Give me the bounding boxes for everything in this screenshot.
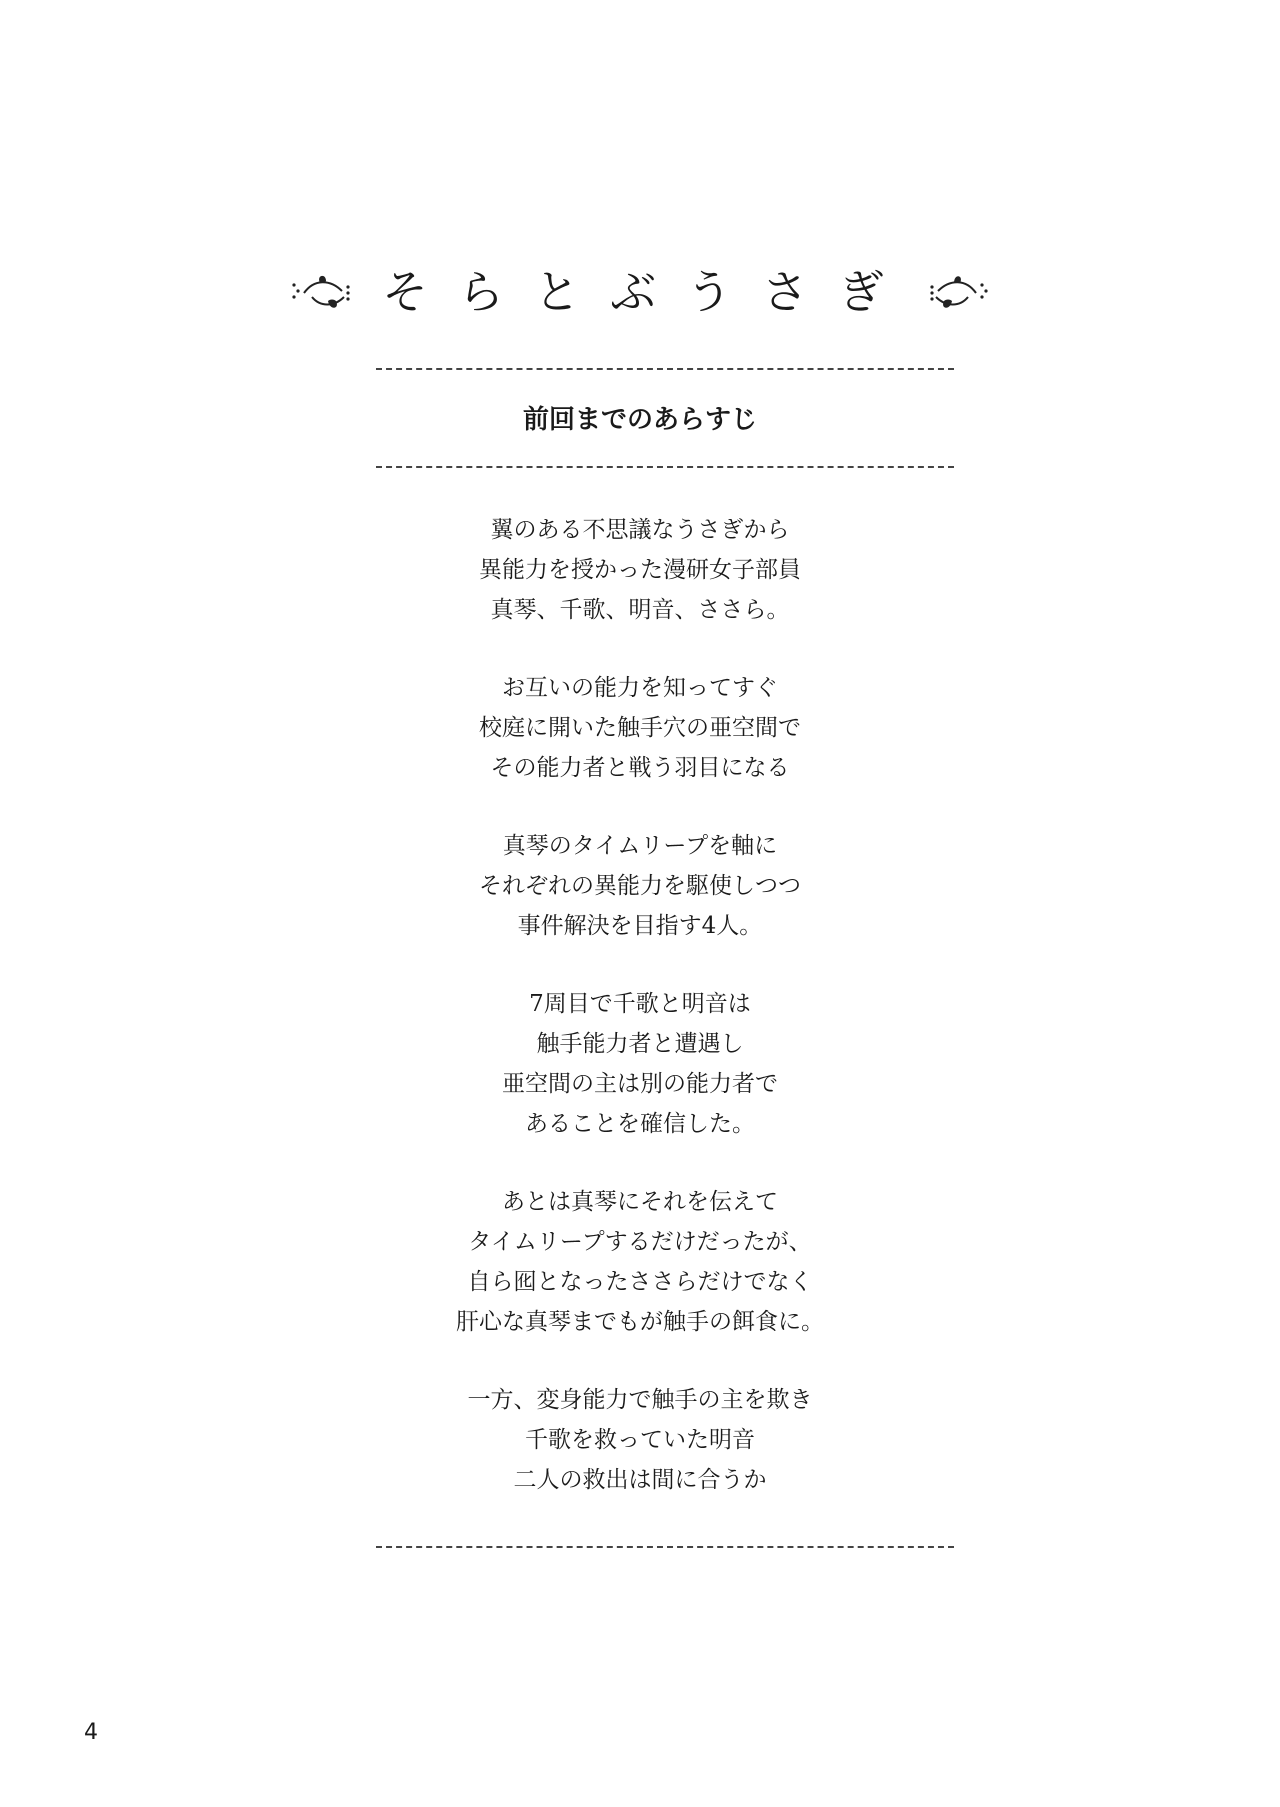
- story-line: あとは真琴にそれを伝えて: [502, 1189, 778, 1215]
- page-number: 4: [84, 1720, 98, 1745]
- page-title: そらとぶうさぎ: [382, 265, 914, 319]
- story-line: 翼のある不思議なうさぎから: [490, 517, 790, 543]
- story-summary: [0, 510, 1280, 1538]
- leaf-flourish-left-icon: [290, 271, 352, 313]
- story-line: タイムリープするだけだったが、: [468, 1229, 812, 1255]
- story-line: 真琴のタイムリープを軸に: [502, 833, 778, 859]
- story-line: 触手能力者と遭遇し: [536, 1031, 744, 1057]
- story-line: 異能力を授かった漫研女子部員: [479, 557, 801, 583]
- story-paragraph-1: [0, 510, 1280, 630]
- divider-top: [376, 368, 954, 370]
- story-paragraph-6: [0, 1380, 1280, 1500]
- story-line: その能力者と戦う羽目になる: [490, 755, 790, 781]
- section-heading: 前回までのあらすじ: [522, 405, 757, 435]
- story-line: 一方、変身能力で触手の主を欺き: [467, 1387, 813, 1413]
- title-row: [0, 262, 1280, 322]
- story-line: 7周目で千歌と明音は: [529, 991, 751, 1017]
- story-line: 事件解決を目指す4人。: [517, 913, 763, 939]
- story-paragraph-2: [0, 668, 1280, 788]
- story-line: 肝心な真琴までもが触手の餌食に。: [456, 1309, 824, 1335]
- leaf-flourish-right-icon: [928, 271, 990, 313]
- story-line: 千歌を救っていた明音: [525, 1427, 755, 1453]
- story-line: 校庭に開いた触手穴の亜空間で: [479, 715, 801, 741]
- story-line: 二人の救出は間に合うか: [513, 1467, 767, 1493]
- story-paragraph-3: [0, 826, 1280, 946]
- story-paragraph-5: [0, 1182, 1280, 1342]
- story-line: 真琴、千歌、明音、ささら。: [490, 597, 790, 623]
- story-line: 亜空間の主は別の能力者で: [502, 1071, 778, 1097]
- divider-bottom: [376, 1546, 954, 1548]
- story-line: 自ら囮となったささらだけでなく: [467, 1269, 813, 1295]
- divider-middle: [376, 466, 954, 468]
- story-line: お互いの能力を知ってすぐ: [502, 675, 778, 701]
- story-paragraph-4: [0, 984, 1280, 1144]
- story-line: あることを確信した。: [525, 1111, 755, 1137]
- story-line: それぞれの異能力を駆使しつつ: [479, 873, 801, 899]
